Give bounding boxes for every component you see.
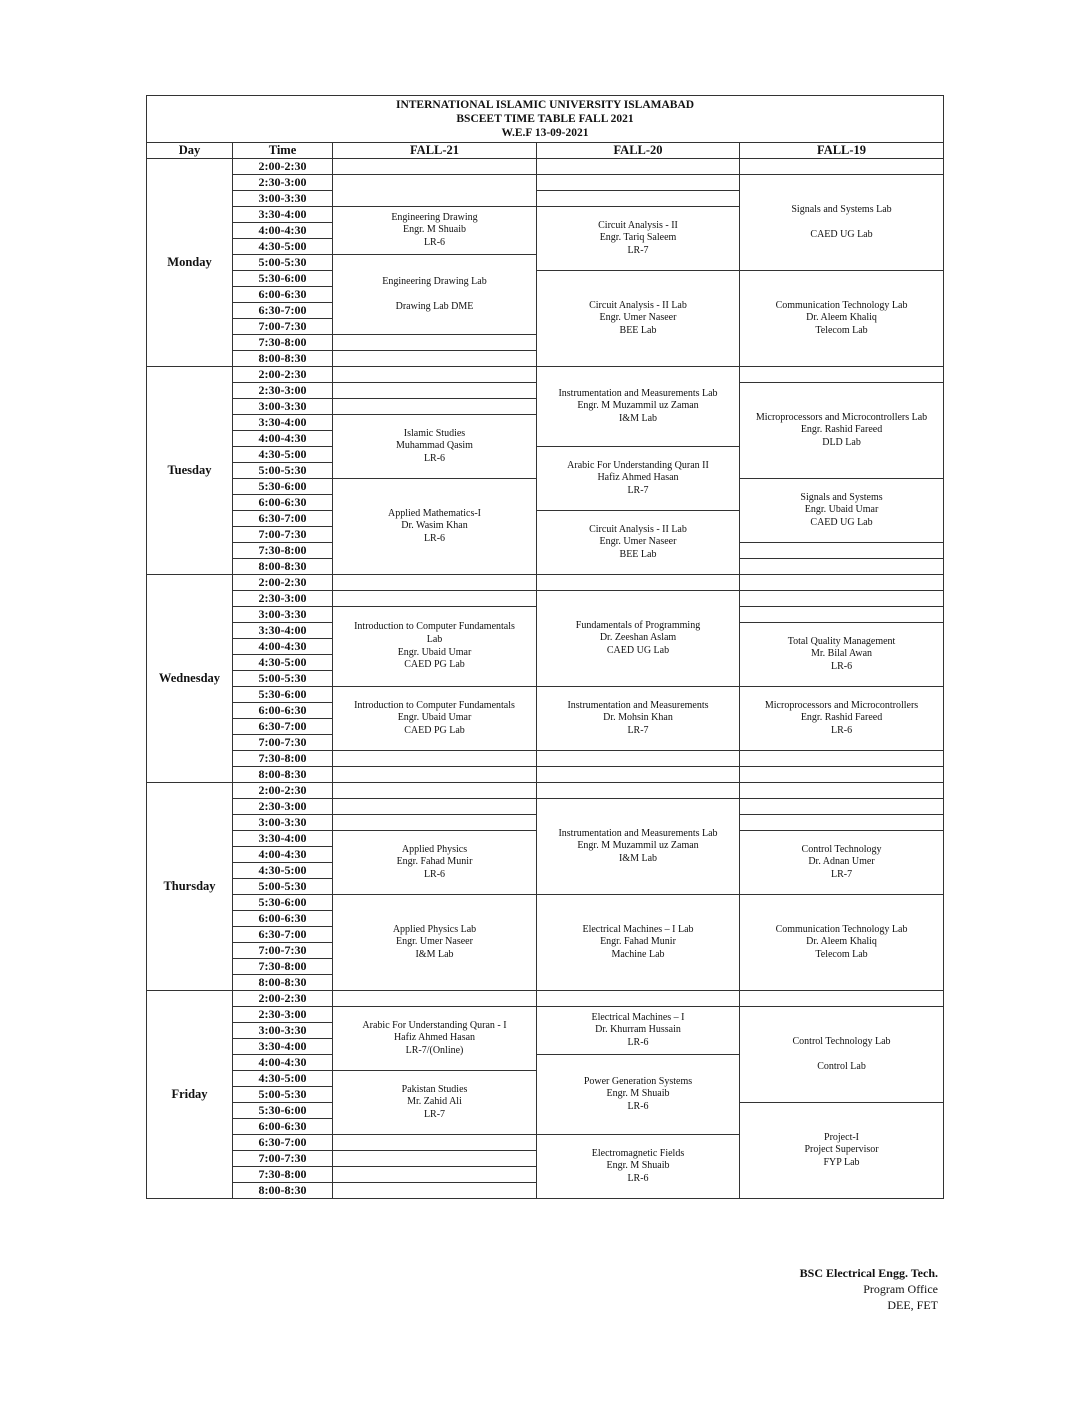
course-cell	[537, 207, 740, 271]
course-title: Arabic For Understanding Quran II	[567, 459, 709, 471]
course-title: Pakistan Studies	[401, 1083, 468, 1095]
time-slot: 4:00-4:30	[233, 1055, 333, 1071]
empty-slot	[333, 751, 537, 767]
course-instructor: Engr. Umer Naseer	[396, 936, 473, 948]
course-instructor: Engr. Umer Naseer	[599, 312, 677, 324]
empty-slot	[537, 191, 740, 207]
empty-slot	[333, 991, 537, 1007]
course-cell	[537, 511, 740, 575]
course-instructor: Mr. Bilal Awan	[811, 648, 873, 660]
course-title: Arabic For Understanding Quran - I	[362, 1019, 507, 1031]
time-slot: 2:30-3:00	[233, 175, 333, 191]
time-slot: 7:30-8:00	[233, 751, 333, 767]
course-instructor: Dr. Wasim Khan	[401, 520, 468, 532]
empty-slot	[740, 591, 944, 607]
time-slot: 4:30-5:00	[233, 447, 333, 463]
course-instructor: Dr. Khurram Hussain	[595, 1024, 681, 1036]
course-room: LR-7/(Online)	[405, 1044, 464, 1056]
course-room: Machine Lab	[611, 948, 665, 960]
course-title: Islamic Studies	[403, 427, 466, 439]
course-instructor: Engr. Ubaid Umar	[397, 712, 472, 724]
course-cell	[740, 479, 944, 543]
time-slot: 6:30-7:00	[233, 511, 333, 527]
time-slot: 5:00-5:30	[233, 671, 333, 687]
time-slot: 6:30-7:00	[233, 719, 333, 735]
day-cell: Tuesday	[147, 367, 233, 575]
time-slot: 7:00-7:30	[233, 1151, 333, 1167]
empty-slot	[740, 575, 944, 591]
course-room: I&M Lab	[618, 852, 658, 864]
empty-slot	[333, 1135, 537, 1151]
course-room: Telecom Lab	[815, 324, 868, 336]
course-title: Circuit Analysis - II Lab	[589, 523, 687, 535]
time-slot: 6:00-6:30	[233, 495, 333, 511]
footer-office: Program Office	[863, 1282, 938, 1296]
effective-date: W.E.F 13-09-2021	[501, 127, 589, 139]
empty-slot	[740, 543, 944, 559]
course-title: Applied Mathematics-I	[387, 507, 482, 519]
course-cell	[333, 1071, 537, 1135]
time-slot: 3:00-3:30	[233, 399, 333, 415]
course-room: LR-7	[627, 244, 649, 256]
time-slot: 4:00-4:30	[233, 639, 333, 655]
time-slot: 5:30-6:00	[233, 479, 333, 495]
course-instructor: Engr. M Shuaib	[402, 224, 467, 236]
timetable-title	[147, 96, 944, 143]
time-slot: 3:00-3:30	[233, 1023, 333, 1039]
time-slot: 4:30-5:00	[233, 239, 333, 255]
course-cell	[740, 175, 944, 271]
table-row	[147, 991, 944, 1007]
time-slot: 4:30-5:00	[233, 863, 333, 879]
time-slot: 2:00-2:30	[233, 367, 333, 383]
course-room: Drawing Lab DME	[395, 300, 474, 312]
course-cell	[740, 1103, 944, 1199]
time-slot: 7:00-7:30	[233, 527, 333, 543]
time-slot: 5:00-5:30	[233, 879, 333, 895]
course-instructor: Engr. Fahad Munir	[600, 936, 676, 948]
course-instructor: Engr. Ubaid Umar	[397, 646, 472, 658]
empty-slot	[333, 383, 537, 399]
day-cell: Friday	[147, 991, 233, 1199]
course-title: Instrumentation and Measurements Lab	[558, 827, 718, 839]
course-room: BEE Lab	[619, 548, 657, 560]
time-slot: 2:30-3:00	[233, 1007, 333, 1023]
course-cell	[333, 415, 537, 479]
time-slot: 5:30-6:00	[233, 271, 333, 287]
table-row	[147, 799, 944, 815]
empty-slot	[740, 607, 944, 623]
course-title: Instrumentation and Measurements Lab	[558, 387, 718, 399]
time-slot: 2:00-2:30	[233, 575, 333, 591]
course-cell	[537, 367, 740, 447]
time-slot: 5:00-5:30	[233, 463, 333, 479]
course-title: Applied Physics	[401, 843, 468, 855]
course-room: DLD Lab	[822, 436, 861, 448]
empty-slot	[333, 575, 537, 591]
course-room: FYP Lab	[823, 1156, 860, 1168]
time-slot: 6:30-7:00	[233, 1135, 333, 1151]
course-title: Electromagnetic Fields	[591, 1147, 685, 1159]
empty-slot	[333, 591, 537, 607]
empty-slot	[537, 575, 740, 591]
course-title: Total Quality Management	[787, 635, 896, 647]
time-slot: 7:30-8:00	[233, 959, 333, 975]
time-slot: 4:00-4:30	[233, 223, 333, 239]
empty-slot	[740, 799, 944, 815]
course-title: Microprocessors and Microcontrollers Lab	[755, 411, 928, 423]
course-instructor: Engr. Ubaid Umar	[804, 504, 879, 516]
time-slot: 2:00-2:30	[233, 159, 333, 175]
empty-slot	[333, 783, 537, 799]
time-slot: 2:30-3:00	[233, 591, 333, 607]
course-instructor: Engr. M Shuaib	[606, 1088, 670, 1100]
course-instructor: Dr. Aleem Khaliq	[806, 936, 877, 948]
time-slot: 8:00-8:30	[233, 351, 333, 367]
time-slot: 6:00-6:30	[233, 703, 333, 719]
time-slot: 3:30-4:00	[233, 1039, 333, 1055]
course-title: Introduction to Computer Fundamentals Lab	[354, 621, 515, 645]
course-room: Control Lab	[817, 1060, 866, 1072]
course-room: LR-6	[627, 1036, 649, 1048]
table-row	[147, 271, 944, 287]
empty-slot	[333, 799, 537, 815]
empty-slot	[537, 159, 740, 175]
table-row	[147, 367, 944, 383]
table-row	[147, 159, 944, 175]
course-title: Signals and Systems Lab	[791, 203, 892, 215]
course-title: Circuit Analysis - II	[598, 219, 678, 231]
time-slot: 3:30-4:00	[233, 415, 333, 431]
time-slot: 2:00-2:30	[233, 991, 333, 1007]
course-instructor: Engr. M Shuaib	[606, 1160, 670, 1172]
course-room: CAED UG Lab	[606, 644, 670, 656]
day-cell: Monday	[147, 159, 233, 367]
empty-slot	[333, 367, 537, 383]
course-title: Electrical Machines – I Lab	[582, 923, 694, 935]
time-slot: 4:00-4:30	[233, 847, 333, 863]
empty-slot	[333, 815, 537, 831]
empty-slot	[537, 783, 740, 799]
course-cell	[333, 607, 537, 687]
course-title: Control Technology	[801, 843, 882, 855]
column-header-fall-21: FALL-21	[333, 143, 537, 159]
course-cell	[537, 799, 740, 895]
course-title: Communication Technology Lab	[775, 923, 908, 935]
time-slot: 7:30-8:00	[233, 335, 333, 351]
course-room: LR-6	[627, 1100, 649, 1112]
course-title: Introduction to Computer Fundamentals	[354, 699, 515, 711]
table-row	[147, 175, 944, 191]
course-instructor: Muhammad Qasim	[396, 440, 473, 452]
column-header-fall-20: FALL-20	[537, 143, 740, 159]
course-title: Engineering Drawing	[391, 211, 478, 223]
course-title: Electrical Machines – I	[591, 1011, 685, 1023]
course-title: Communication Technology Lab	[775, 299, 908, 311]
time-slot: 6:00-6:30	[233, 911, 333, 927]
course-title: Control Technology Lab	[792, 1035, 891, 1047]
time-slot: 5:30-6:00	[233, 687, 333, 703]
course-cell	[537, 591, 740, 687]
course-room: I&M Lab	[618, 412, 658, 424]
course-room: LR-6	[423, 868, 446, 880]
time-slot: 2:30-3:00	[233, 799, 333, 815]
course-cell	[333, 895, 537, 991]
course-instructor: Engr. Rashid Fareed	[800, 712, 883, 724]
empty-slot	[333, 1167, 537, 1183]
course-cell	[740, 895, 944, 991]
course-title: Instrumentation and Measurements	[567, 699, 709, 711]
table-row	[147, 591, 944, 607]
course-title: Fundamentals of Programming	[575, 619, 701, 631]
course-cell	[333, 479, 537, 575]
course-room: LR-6	[423, 236, 446, 248]
time-slot: 8:00-8:30	[233, 559, 333, 575]
course-instructor: Project Supervisor	[804, 1144, 879, 1156]
course-title: Signals and Systems	[800, 491, 883, 503]
time-slot: 6:00-6:30	[233, 1119, 333, 1135]
table-row	[147, 895, 944, 911]
empty-slot	[333, 159, 537, 175]
time-slot: 4:30-5:00	[233, 655, 333, 671]
time-slot: 6:30-7:00	[233, 927, 333, 943]
empty-slot	[333, 767, 537, 783]
time-slot: 2:30-3:00	[233, 383, 333, 399]
course-instructor: Hafiz Ahmed Hasan	[597, 472, 679, 484]
time-slot: 8:00-8:30	[233, 1183, 333, 1199]
empty-slot	[740, 751, 944, 767]
time-slot: 5:30-6:00	[233, 895, 333, 911]
course-instructor: Engr. Rashid Fareed	[800, 424, 883, 436]
university-name: INTERNATIONAL ISLAMIC UNIVERSITY ISLAMABAD	[395, 99, 695, 111]
course-cell	[740, 271, 944, 367]
empty-slot	[740, 991, 944, 1007]
program-title: BSCEET TIME TABLE FALL 2021	[456, 113, 634, 125]
empty-slot	[333, 175, 537, 207]
column-header-fall-19: FALL-19	[740, 143, 944, 159]
time-slot: 6:30-7:00	[233, 303, 333, 319]
course-room: CAED UG Lab	[810, 516, 873, 528]
empty-slot	[537, 751, 740, 767]
course-cell	[537, 687, 740, 751]
course-title: Microprocessors and Microcontrollers	[764, 699, 919, 711]
course-cell	[740, 623, 944, 687]
course-cell	[537, 895, 740, 991]
course-cell	[333, 207, 537, 255]
course-instructor: Dr. Aleem Khaliq	[806, 312, 877, 324]
course-room: I&M Lab	[415, 948, 454, 960]
course-instructor: Engr. M Muzammil uz Zaman	[577, 840, 699, 852]
timetable	[146, 95, 944, 1199]
empty-slot	[740, 767, 944, 783]
time-slot: 6:00-6:30	[233, 287, 333, 303]
time-slot: 3:30-4:00	[233, 623, 333, 639]
column-header-day: Day	[147, 143, 233, 159]
course-instructor: Dr. Mohsin Khan	[603, 712, 673, 724]
time-slot: 8:00-8:30	[233, 975, 333, 991]
time-slot: 7:00-7:30	[233, 319, 333, 335]
time-slot: 7:00-7:30	[233, 943, 333, 959]
time-slot: 3:00-3:30	[233, 607, 333, 623]
course-cell	[740, 1007, 944, 1103]
course-room: BEE Lab	[619, 324, 657, 336]
course-title: Applied Physics Lab	[392, 923, 477, 935]
time-slot: 3:30-4:00	[233, 831, 333, 847]
time-slot: 4:30-5:00	[233, 1071, 333, 1087]
course-cell	[333, 831, 537, 895]
empty-slot	[740, 559, 944, 575]
time-slot: 3:00-3:30	[233, 191, 333, 207]
day-cell: Thursday	[147, 783, 233, 991]
spacer	[754, 216, 929, 229]
table-row	[147, 687, 944, 703]
course-room: LR-6	[830, 724, 853, 736]
course-room: LR-7	[627, 724, 649, 736]
course-room: LR-6	[627, 1172, 649, 1184]
course-cell	[537, 447, 740, 511]
course-cell	[740, 687, 944, 751]
course-room: LR-6	[830, 660, 853, 672]
time-slot: 5:00-5:30	[233, 1087, 333, 1103]
course-room: CAED UG Lab	[810, 228, 873, 240]
time-slot: 2:00-2:30	[233, 783, 333, 799]
empty-slot	[537, 175, 740, 191]
time-slot: 5:00-5:30	[233, 255, 333, 271]
course-room: CAED PG Lab	[404, 659, 465, 671]
course-room: Telecom Lab	[815, 948, 868, 960]
course-instructor: Engr. M Muzammil uz Zaman	[577, 400, 699, 412]
course-room: LR-6	[423, 452, 446, 464]
empty-slot	[740, 159, 944, 175]
course-instructor: Dr. Adnan Umer	[808, 856, 875, 868]
course-cell	[740, 383, 944, 479]
spacer	[754, 1048, 929, 1061]
course-cell	[537, 271, 740, 367]
course-cell	[537, 1055, 740, 1135]
table-row	[147, 783, 944, 799]
time-slot: 7:30-8:00	[233, 543, 333, 559]
empty-slot	[740, 367, 944, 383]
time-slot: 7:30-8:00	[233, 1167, 333, 1183]
course-instructor: Engr. Umer Naseer	[599, 536, 677, 548]
time-slot: 3:00-3:30	[233, 815, 333, 831]
table-row	[147, 767, 944, 783]
course-room: LR-7	[627, 484, 649, 496]
course-cell	[333, 687, 537, 751]
course-instructor: Engr. Tariq Saleem	[599, 232, 677, 244]
course-instructor: Mr. Zahid Ali	[407, 1096, 462, 1108]
time-slot: 8:00-8:30	[233, 767, 333, 783]
course-title: Circuit Analysis - II Lab	[589, 299, 687, 311]
empty-slot	[537, 991, 740, 1007]
empty-slot	[537, 767, 740, 783]
empty-slot	[333, 1183, 537, 1199]
program-office-signature	[800, 1265, 938, 1313]
empty-slot	[333, 335, 537, 351]
footer-org: BSC Electrical Engg. Tech.	[799, 1266, 938, 1280]
course-cell	[333, 1007, 537, 1071]
empty-slot	[333, 1151, 537, 1167]
course-room: LR-7	[830, 868, 853, 880]
course-title: Project-I	[824, 1131, 860, 1143]
time-slot: 4:00-4:30	[233, 431, 333, 447]
time-slot: 3:30-4:00	[233, 207, 333, 223]
empty-slot	[740, 783, 944, 799]
course-cell	[537, 1007, 740, 1055]
table-row	[147, 751, 944, 767]
spacer	[347, 288, 522, 301]
course-instructor: Engr. Fahad Munir	[396, 856, 473, 868]
timetable-body	[147, 159, 944, 1199]
course-title: Power Generation Systems	[583, 1075, 693, 1087]
course-cell	[740, 831, 944, 895]
course-instructor: Dr. Zeeshan Aslam	[599, 632, 677, 644]
course-room: LR-7	[423, 1108, 446, 1120]
course-cell	[537, 1135, 740, 1199]
time-slot: 7:00-7:30	[233, 735, 333, 751]
day-cell: Wednesday	[147, 575, 233, 783]
empty-slot	[740, 815, 944, 831]
table-row	[147, 1007, 944, 1023]
empty-slot	[333, 351, 537, 367]
column-header-time: Time	[233, 143, 333, 159]
course-room: CAED PG Lab	[404, 724, 465, 736]
time-slot: 5:30-6:00	[233, 1103, 333, 1119]
course-room: LR-6	[423, 532, 446, 544]
footer-dept: DEE, FET	[887, 1298, 938, 1312]
table-row	[147, 575, 944, 591]
course-cell	[333, 255, 537, 335]
course-title: Engineering Drawing Lab	[382, 275, 487, 287]
empty-slot	[333, 399, 537, 415]
course-instructor: Hafiz Ahmed Hasan	[393, 1032, 476, 1044]
